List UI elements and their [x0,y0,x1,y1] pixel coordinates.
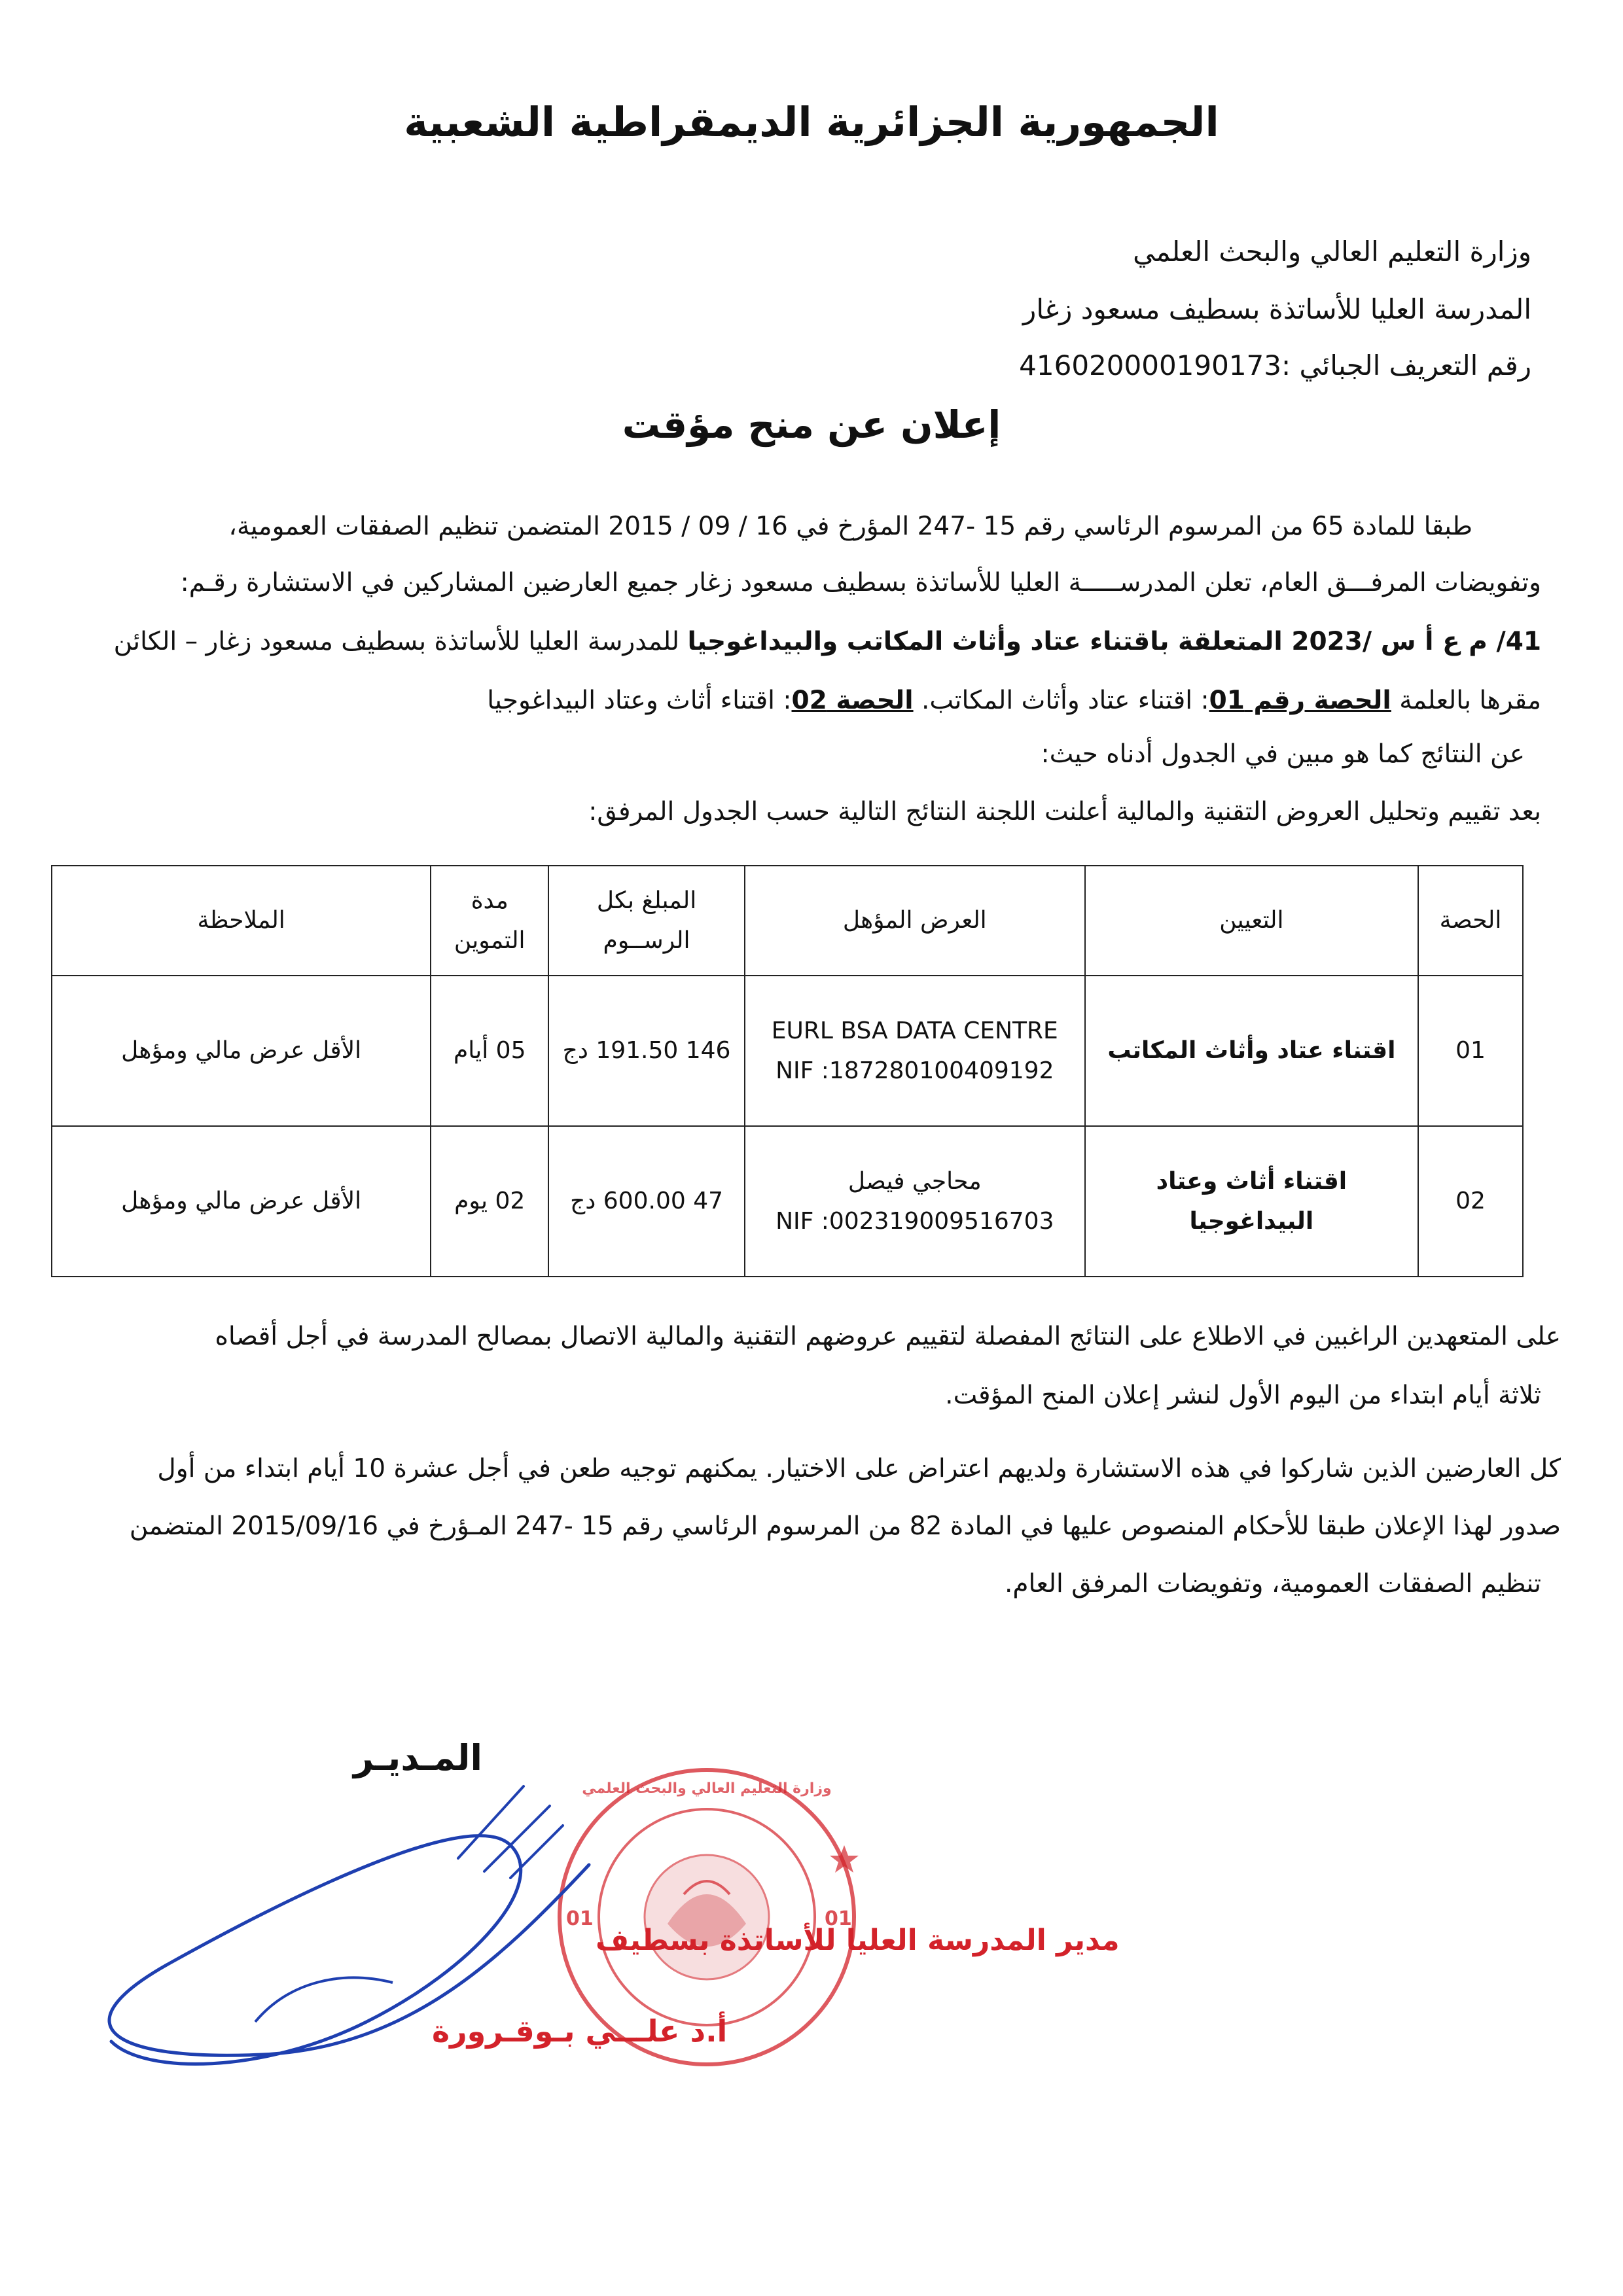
seal-text: وزارة التعليم العالي والبحث العلمي [582,1780,832,1797]
stamp-line-2: أ.د علـــي بـوقـرورة [432,2013,728,2049]
cell-offer-nif: NIF :002319009516703 [776,1208,1054,1235]
intro-line-3-rest: للمدرسة العليا للأساتذة بسطيف مسعود زغار – الكائن [113,627,688,656]
cell-offer-name: EURL BSA DATA CENTRE [771,1017,1058,1044]
tax-id [1019,349,1531,381]
table-row [52,976,1523,1126]
table-header-row [52,866,1523,976]
tax-id-label: رقم التعريف الجبائي : [1281,349,1531,381]
header-amount [548,866,745,976]
cell-amount: 47 600.00 دج [548,1126,745,1277]
cell-lot: 02 [1418,1126,1523,1277]
header-duration-line-1: مدة [471,887,508,914]
header-offer: العرض المؤهل [745,866,1085,976]
intro-line-4 [487,686,1541,715]
cell-offer-name: محاجي فيصل [847,1167,982,1195]
seal-code-right: 01 [825,1907,852,1930]
cell-duration: 05 أيام [431,976,548,1126]
header-amount-line-1: المبلغ بكل [596,887,697,914]
closing-p1-line-1: على المتعهدين الراغبين في الاطلاع على النتائج المفصلة لتقييم عروضهم التقنية والمالية الاتصال بمصالح المدرسة في أجل أقصاه [215,1322,1561,1351]
lot-1-label: الحصة رقم 01 [1209,686,1391,715]
header-duration [431,866,548,976]
header-lot: الحصة [1418,866,1523,976]
intro-line-3 [114,627,1541,656]
cell-remark: الأقل عرض مالي ومؤهل [52,976,431,1126]
intro-line-4-c: : اقتناء أثاث وعتاد البيداغوجيا [487,686,792,715]
closing-p2-line-3: تنظيم الصفقات العمومية، وتفويضات المرفق العام. [1004,1569,1541,1598]
ministry-name: وزارة التعليم العالي والبحث العلمي [1133,236,1531,268]
intro-line-1: طبقا للمادة 65 من المرسوم الرئاسي رقم 15 -247 المؤرخ في 16 / 09 / 2015 المتضمن تنظيم الصفقات العمومية، [228,512,1472,541]
lot-2-label: الحصة 02 [791,686,914,715]
tax-id-value: 416020000190173 [1019,349,1281,381]
cell-duration: 02 يوم [431,1126,548,1277]
closing-p1-line-2: ثلاثة أيام ابتداء من اليوم الأول لنشر إعلان المنح المؤقت. [945,1381,1541,1410]
intro-line-4-a: مقرها بالعلمة [1391,686,1541,715]
cell-designation-line-1: اقتناء أثاث وعتاد [1156,1167,1347,1195]
intro-line-2: وتفويضات المرفـــق العام، تعلن المدرســـــة العليا للأساتذة بسطيف مسعود زغار جميع العارضين المشاركين في الاستشارة رقـم: [180,568,1541,597]
cell-designation-line-1: اقتناء عتاد وأثاث المكاتب [1107,1037,1396,1065]
table-row [52,1126,1523,1277]
cell-designation [1085,976,1418,1126]
consultation-reference: 41/ م ع أ س /2023 المتعلقة باقتناء عتاد وأثاث المكاتب والبيداغوجيا [687,627,1541,656]
intro-line-4-b: : اقتناء عتاد وأثاث المكاتب. [913,686,1209,715]
closing-p2-line-1: كل العارضين الذين شاركوا في هذه الاستشارة ولديهم اعتراض على الاختيار. يمكنهم توجيه طعن في أجل عشرة 10 أيام ابتداء من أول [157,1454,1561,1483]
seal-code-left: 01 [566,1907,594,1930]
announcement-title: إعلان عن منح مؤقت [622,402,1001,447]
cell-offer [745,976,1085,1126]
cell-designation [1085,1126,1418,1277]
header-amount-line-2: الرســوم [603,927,690,954]
intro-line-5: عن النتائج كما هو مبين في الجدول أدناه حيث: [1041,739,1525,769]
stamp-line-1: مدير المدرسة العليا للأساتذة بسطيف [596,1924,1120,1957]
cell-offer [745,1126,1085,1277]
cell-designation-line-2: البيداغوجيا [1189,1208,1314,1235]
header-designation: التعيين [1085,866,1418,976]
intro-line-6: بعد تقييم وتحليل العروض التقنية والمالية أعلنت اللجنة النتائج التالية حسب الجدول المرفق: [588,797,1541,826]
header-remark: الملاحظة [52,866,431,976]
school-name: المدرسة العليا للأساتذة بسطيف مسعود زغار [1023,293,1531,325]
header-duration-line-2: التموين [454,927,526,954]
cell-remark: الأقل عرض مالي ومؤهل [52,1126,431,1277]
results-table [51,865,1524,1277]
cell-amount: 146 191.50 دج [548,976,745,1126]
director-title: المـديـر [353,1737,482,1778]
closing-p2-line-2: صدور لهذا الإعلان طبقا للأحكام المنصوص عليها في المادة 82 من المرسوم الرئاسي رقم 15 -247 المـؤرخ في 2015/09/16 المتضمن [129,1511,1561,1541]
cell-lot: 01 [1418,976,1523,1126]
republic-heading: الجمهورية الجزائرية الديمقراطية الشعبية [404,98,1219,146]
cell-offer-nif: NIF :187280100409192 [776,1057,1054,1084]
